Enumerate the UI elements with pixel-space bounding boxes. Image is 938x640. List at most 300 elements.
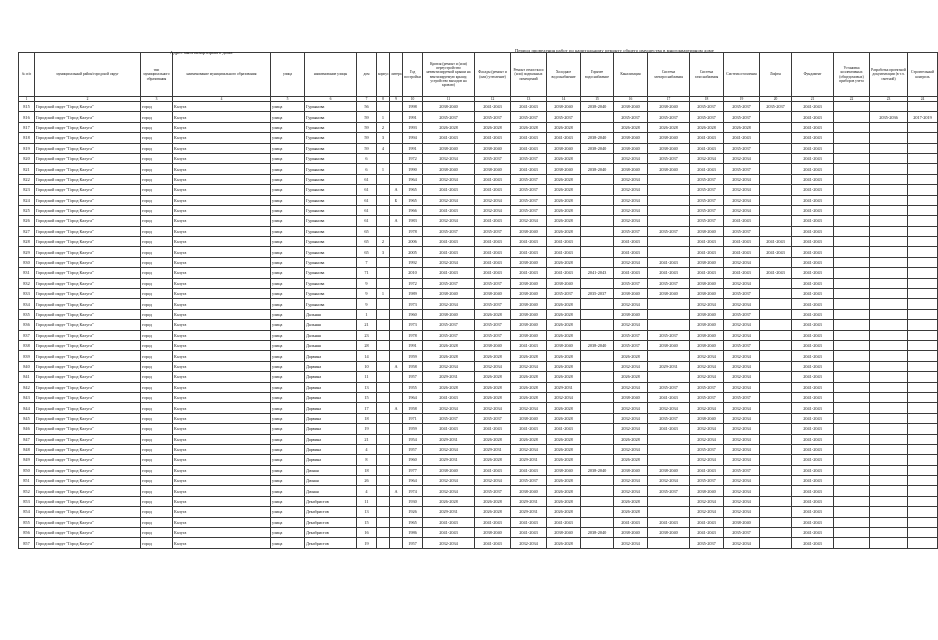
- table-cell: 1930: [403, 496, 423, 506]
- table-cell: 2041-2043: [724, 237, 760, 247]
- table-cell: Калуга: [173, 195, 271, 205]
- table-cell: 2026-2028: [547, 153, 581, 163]
- table-cell: улица: [271, 133, 305, 143]
- table-cell: Городской округ "Город Калуга": [35, 413, 141, 423]
- table-cell: [834, 382, 870, 392]
- table-cell: улица: [271, 309, 305, 319]
- table-cell: 853: [19, 496, 35, 506]
- table-cell: [390, 268, 403, 278]
- table-cell: 13: [357, 507, 377, 517]
- table-row: [19, 205, 938, 215]
- table-cell: Дачная: [305, 486, 357, 496]
- table-row: [19, 237, 938, 247]
- table-cell: Калуга: [173, 153, 271, 163]
- table-cell: [390, 122, 403, 132]
- table-cell: город: [141, 309, 173, 319]
- table-cell: 2041-2043: [792, 112, 834, 122]
- table-cell: 2032-2034: [511, 361, 547, 371]
- table-cell: [390, 496, 403, 506]
- table-cell: Городской округ "Город Калуга": [35, 237, 141, 247]
- table-cell: 7: [357, 257, 377, 267]
- table-cell: [908, 320, 938, 330]
- column-number: 8: [377, 97, 390, 102]
- table-cell: 820: [19, 153, 35, 163]
- table-cell: Городской округ "Город Калуга": [35, 278, 141, 288]
- table-cell: 2026-2028: [511, 392, 547, 402]
- table-cell: 18: [357, 413, 377, 423]
- table-cell: Городской округ "Город Калуга": [35, 340, 141, 350]
- table-cell: [870, 174, 908, 184]
- table-cell: 850: [19, 465, 35, 475]
- table-cell: [908, 226, 938, 236]
- table-cell: 2035-2037: [760, 102, 792, 112]
- table-cell: 1965: [403, 517, 423, 527]
- table-cell: [834, 268, 870, 278]
- table-cell: 2026-2028: [475, 351, 511, 361]
- table-cell: [760, 476, 792, 486]
- column-header: Горячее водоснабжение: [581, 53, 614, 97]
- table-cell: 4: [357, 444, 377, 454]
- table-cell: 15: [357, 392, 377, 402]
- table-cell: город: [141, 164, 173, 174]
- table-cell: [908, 185, 938, 195]
- table-cell: [648, 496, 690, 506]
- table-cell: город: [141, 122, 173, 132]
- table-cell: 2026-2028: [614, 496, 648, 506]
- table-cell: 2035-2037: [614, 330, 648, 340]
- table-row: [19, 476, 938, 486]
- table-cell: 14: [357, 351, 377, 361]
- table-cell: [834, 289, 870, 299]
- table-cell: 2026-2028: [547, 351, 581, 361]
- table-cell: 2041-2043: [511, 237, 547, 247]
- table-cell: 2029-2031: [423, 455, 475, 465]
- table-row: [19, 455, 938, 465]
- table-cell: 16: [357, 528, 377, 538]
- table-cell: город: [141, 528, 173, 538]
- table-cell: [834, 205, 870, 215]
- table-cell: 2038-2040: [648, 143, 690, 153]
- table-cell: 2041-2043: [792, 143, 834, 153]
- table-cell: 2041-2043: [423, 424, 475, 434]
- table-cell: 2038-2040: [690, 320, 724, 330]
- column-number: 20: [760, 97, 792, 102]
- table-cell: 2041-2043: [792, 289, 834, 299]
- table-cell: Калуга: [173, 496, 271, 506]
- table-cell: [581, 382, 614, 392]
- table-cell: [908, 372, 938, 382]
- table-cell: [908, 247, 938, 257]
- table-cell: [581, 496, 614, 506]
- table-cell: 2041-2043: [475, 465, 511, 475]
- column-number: 24: [908, 97, 938, 102]
- table-cell: 2038-2040: [648, 133, 690, 143]
- table-cell: [834, 351, 870, 361]
- table-cell: 2032-2034: [614, 174, 648, 184]
- table-cell: 2041-2043: [690, 143, 724, 153]
- table-cell: 2035-2037: [690, 185, 724, 195]
- table-cell: 2035-2037: [614, 226, 648, 236]
- table-cell: [581, 122, 614, 132]
- table-cell: 2026-2028: [511, 434, 547, 444]
- table-cell: Дарвина: [305, 382, 357, 392]
- table-cell: 2035-2036: [870, 112, 908, 122]
- table-cell: [390, 476, 403, 486]
- table-cell: 2032-2034: [724, 403, 760, 413]
- table-cell: [908, 538, 938, 548]
- table-cell: [870, 143, 908, 153]
- table-cell: 2041-2043: [690, 268, 724, 278]
- table-cell: Калуга: [173, 102, 271, 112]
- table-cell: 1974: [403, 486, 423, 496]
- table-cell: [870, 372, 908, 382]
- table-cell: город: [141, 226, 173, 236]
- table-cell: 2041-2043: [547, 268, 581, 278]
- table-cell: улица: [271, 351, 305, 361]
- table-cell: 2032-2034: [614, 185, 648, 195]
- table-cell: [834, 517, 870, 527]
- table-cell: 2041-2043: [792, 185, 834, 195]
- table-cell: 2035-2037: [423, 320, 475, 330]
- table-cell: [377, 195, 390, 205]
- table-cell: улица: [271, 299, 305, 309]
- table-cell: Гурьянова: [305, 143, 357, 153]
- table-cell: [834, 340, 870, 350]
- table-cell: [870, 486, 908, 496]
- table-cell: [760, 226, 792, 236]
- table-cell: 1972: [403, 153, 423, 163]
- table-cell: 840: [19, 361, 35, 371]
- table-cell: Гурьянова: [305, 237, 357, 247]
- table-cell: 2032-2034: [511, 538, 547, 548]
- table-cell: 13: [357, 382, 377, 392]
- table-cell: Гурьянова: [305, 205, 357, 215]
- table-cell: [834, 102, 870, 112]
- table-cell: улица: [271, 268, 305, 278]
- table-cell: Калуга: [173, 403, 271, 413]
- table-cell: 2041-2043: [792, 507, 834, 517]
- table-cell: 2041-2043: [792, 351, 834, 361]
- table-cell: 2041-2043: [690, 247, 724, 257]
- table-cell: 844: [19, 403, 35, 413]
- table-cell: 2035-2037: [724, 289, 760, 299]
- table-cell: [377, 226, 390, 236]
- table-cell: 2041-2043: [792, 424, 834, 434]
- table-cell: 1993: [403, 122, 423, 132]
- table-cell: 2026-2028: [547, 216, 581, 226]
- table-cell: 2032-2034: [511, 216, 547, 226]
- table-row: [19, 195, 938, 205]
- table-cell: [908, 237, 938, 247]
- table-cell: 2026-2028: [724, 122, 760, 132]
- table-cell: улица: [271, 226, 305, 236]
- column-header: Система газоснабжения: [690, 53, 724, 97]
- table-cell: 2032-2034: [475, 361, 511, 371]
- column-number: 3: [141, 97, 173, 102]
- table-cell: город: [141, 257, 173, 267]
- table-cell: Городской округ "Город Калуга": [35, 444, 141, 454]
- table-cell: [581, 278, 614, 288]
- table-cell: 1957: [403, 538, 423, 548]
- table-cell: 2038-2040: [511, 226, 547, 236]
- table-cell: Дарвина: [305, 403, 357, 413]
- table-cell: [760, 320, 792, 330]
- table-cell: [377, 382, 390, 392]
- table-cell: город: [141, 133, 173, 143]
- table-cell: 2032-2034: [724, 153, 760, 163]
- table-cell: 2029-2031: [475, 444, 511, 454]
- table-cell: [908, 257, 938, 267]
- column-number: 22: [834, 97, 870, 102]
- table-cell: улица: [271, 486, 305, 496]
- table-cell: [581, 507, 614, 517]
- table-cell: город: [141, 351, 173, 361]
- table-cell: 2035-2037: [547, 112, 581, 122]
- table-cell: 2041-2043: [511, 164, 547, 174]
- table-cell: 2035-2037: [690, 174, 724, 184]
- table-cell: [834, 403, 870, 413]
- table-cell: 2032-2034: [614, 413, 648, 423]
- column-number: 1: [19, 97, 35, 102]
- table-cell: 2041-2043: [792, 538, 834, 548]
- table-cell: Дарвина: [305, 455, 357, 465]
- table-cell: 65: [357, 237, 377, 247]
- table-cell: 2029-2031: [511, 496, 547, 506]
- table-cell: Калуга: [173, 226, 271, 236]
- table-cell: Калуга: [173, 247, 271, 257]
- table-cell: 2026-2028: [423, 496, 475, 506]
- table-cell: 821: [19, 164, 35, 174]
- table-cell: 2041-2043: [690, 528, 724, 538]
- column-header: литера: [390, 53, 403, 97]
- column-header: дом: [357, 53, 377, 97]
- table-cell: 1960: [403, 309, 423, 319]
- table-cell: [390, 153, 403, 163]
- table-cell: [908, 299, 938, 309]
- table-cell: 1973: [403, 320, 423, 330]
- table-cell: Городской округ "Город Калуга": [35, 133, 141, 143]
- table-cell: 831: [19, 268, 35, 278]
- table-cell: [834, 278, 870, 288]
- table-cell: [834, 309, 870, 319]
- table-cell: 2032-2034: [614, 361, 648, 371]
- column-header: Кровля (ремонт и (или) переустройство невентилируемой крыши на вентилируемую крышу, устройство выходов на кровлю): [423, 53, 475, 97]
- table-cell: 2026-2028: [511, 382, 547, 392]
- table-cell: [581, 486, 614, 496]
- table-cell: 2041-2043: [423, 205, 475, 215]
- table-cell: [390, 133, 403, 143]
- table-cell: [648, 216, 690, 226]
- table-cell: 2041-2043: [792, 465, 834, 475]
- table-cell: 2041-2043: [792, 434, 834, 444]
- table-cell: город: [141, 372, 173, 382]
- table-cell: 2026-2028: [547, 403, 581, 413]
- table-cell: [834, 247, 870, 257]
- column-header: корпус: [377, 53, 390, 97]
- table-cell: 2038-2040: [581, 133, 614, 143]
- table-cell: 2041-2043: [792, 372, 834, 382]
- table-cell: 1977: [403, 465, 423, 475]
- table-cell: 2041-2043: [511, 247, 547, 257]
- table-cell: 2041-2043: [475, 268, 511, 278]
- table-cell: 2035-2037: [648, 278, 690, 288]
- column-header: Установка коллективных (общедомовых) приборов учета: [834, 53, 870, 97]
- table-cell: [377, 320, 390, 330]
- table-cell: 2038-2040: [511, 330, 547, 340]
- table-cell: 2038-2040: [648, 340, 690, 350]
- table-cell: 2038-2040: [475, 143, 511, 153]
- table-cell: 2041-2043: [792, 496, 834, 506]
- table-cell: Городской округ "Город Калуга": [35, 330, 141, 340]
- table-cell: Калуга: [173, 465, 271, 475]
- table-cell: 2026-2028: [547, 444, 581, 454]
- table-cell: 2041-2043: [614, 237, 648, 247]
- table-cell: 825: [19, 205, 35, 215]
- table-cell: 1955: [403, 382, 423, 392]
- table-cell: 851: [19, 476, 35, 486]
- table-cell: 2032-2034: [614, 320, 648, 330]
- table-cell: улица: [271, 444, 305, 454]
- table-cell: 2032-2034: [423, 299, 475, 309]
- table-cell: 2041-2043: [792, 226, 834, 236]
- table-cell: [870, 247, 908, 257]
- table-cell: Дарвина: [305, 424, 357, 434]
- table-cell: [390, 455, 403, 465]
- table-cell: город: [141, 205, 173, 215]
- table-cell: 832: [19, 278, 35, 288]
- table-cell: [760, 289, 792, 299]
- table-cell: [377, 153, 390, 163]
- table-cell: 2038-2040: [475, 289, 511, 299]
- table-cell: Гурьянова: [305, 257, 357, 267]
- table-cell: 2041-2043: [792, 257, 834, 267]
- table-cell: 1991: [403, 143, 423, 153]
- table-cell: Калуга: [173, 455, 271, 465]
- table-cell: 2038-2040: [547, 528, 581, 538]
- table-cell: 2026-2028: [547, 205, 581, 215]
- repair-schedule-table: [18, 52, 938, 549]
- table-cell: [908, 496, 938, 506]
- table-cell: [377, 392, 390, 402]
- table-cell: [908, 403, 938, 413]
- table-cell: Дальняя: [305, 309, 357, 319]
- table-cell: [581, 195, 614, 205]
- table-cell: [834, 444, 870, 454]
- table-cell: 1986: [403, 528, 423, 538]
- table-cell: 829: [19, 247, 35, 257]
- table-cell: город: [141, 268, 173, 278]
- table-cell: 2032-2034: [724, 351, 760, 361]
- table-cell: 1: [377, 164, 390, 174]
- table-cell: 19: [357, 424, 377, 434]
- table-cell: 1964: [403, 476, 423, 486]
- table-cell: 2035-2037: [724, 465, 760, 475]
- table-cell: 2026-2028: [547, 372, 581, 382]
- table-cell: 2032-2034: [724, 361, 760, 371]
- table-cell: 2041-2043: [690, 517, 724, 527]
- table-cell: 817: [19, 122, 35, 132]
- table-cell: [870, 382, 908, 392]
- table-cell: Дарвина: [305, 372, 357, 382]
- table-cell: 1957: [403, 372, 423, 382]
- table-cell: Калуга: [173, 309, 271, 319]
- table-cell: 2038-2040: [690, 289, 724, 299]
- table-cell: [390, 340, 403, 350]
- table-cell: 2026-2028: [547, 195, 581, 205]
- table-cell: [908, 486, 938, 496]
- table-row: [19, 392, 938, 402]
- table-cell: 11: [357, 496, 377, 506]
- table-cell: 2035-2037: [724, 143, 760, 153]
- table-cell: Калуга: [173, 133, 271, 143]
- table-cell: Калуга: [173, 112, 271, 122]
- table-cell: 2041-2043: [792, 330, 834, 340]
- table-cell: 2026-2028: [614, 372, 648, 382]
- table-cell: [581, 351, 614, 361]
- table-cell: [834, 185, 870, 195]
- table-cell: 2032-2034: [690, 153, 724, 163]
- table-cell: Городской округ "Город Калуга": [35, 465, 141, 475]
- table-cell: 2041-2043: [547, 517, 581, 527]
- table-cell: 6: [357, 153, 377, 163]
- table-cell: 1959: [403, 424, 423, 434]
- table-cell: 2041-2043: [511, 465, 547, 475]
- table-cell: [390, 257, 403, 267]
- table-cell: 6: [357, 164, 377, 174]
- table-cell: Гурьянова: [305, 102, 357, 112]
- table-cell: 2038-2040: [511, 486, 547, 496]
- table-cell: [760, 361, 792, 371]
- table-cell: 2026-2028: [475, 455, 511, 465]
- table-cell: [390, 434, 403, 444]
- table-cell: Калуга: [173, 424, 271, 434]
- table-cell: 2035-2037: [614, 340, 648, 350]
- table-cell: [581, 403, 614, 413]
- table-cell: Декабристов: [305, 517, 357, 527]
- table-cell: [648, 174, 690, 184]
- table-cell: [377, 205, 390, 215]
- table-cell: 2032-2034: [724, 507, 760, 517]
- table-cell: 2041-2043: [648, 424, 690, 434]
- table-cell: город: [141, 237, 173, 247]
- table-cell: 2038-2040: [475, 528, 511, 538]
- table-cell: 2032-2034: [423, 174, 475, 184]
- table-cell: [834, 330, 870, 340]
- table-cell: город: [141, 278, 173, 288]
- table-cell: Калуга: [173, 486, 271, 496]
- table-cell: город: [141, 361, 173, 371]
- table-cell: 2035-2037: [511, 195, 547, 205]
- table-cell: [870, 392, 908, 402]
- table-cell: [870, 434, 908, 444]
- table-cell: 2041-2043: [792, 382, 834, 392]
- table-cell: 59: [357, 122, 377, 132]
- table-row: [19, 185, 938, 195]
- table-cell: 2041-2043: [423, 185, 475, 195]
- table-cell: [581, 444, 614, 454]
- table-cell: 2041-2043: [792, 133, 834, 143]
- column-number: 15: [581, 97, 614, 102]
- table-cell: 2038-2040: [690, 309, 724, 319]
- table-cell: улица: [271, 528, 305, 538]
- table-cell: 2041-2043: [423, 133, 475, 143]
- table-cell: 2035-2037: [511, 476, 547, 486]
- table-cell: [760, 528, 792, 538]
- table-cell: 2035-2037: [475, 226, 511, 236]
- table-cell: 2026-2028: [547, 257, 581, 267]
- table-cell: Калуга: [173, 507, 271, 517]
- table-cell: Дарвина: [305, 444, 357, 454]
